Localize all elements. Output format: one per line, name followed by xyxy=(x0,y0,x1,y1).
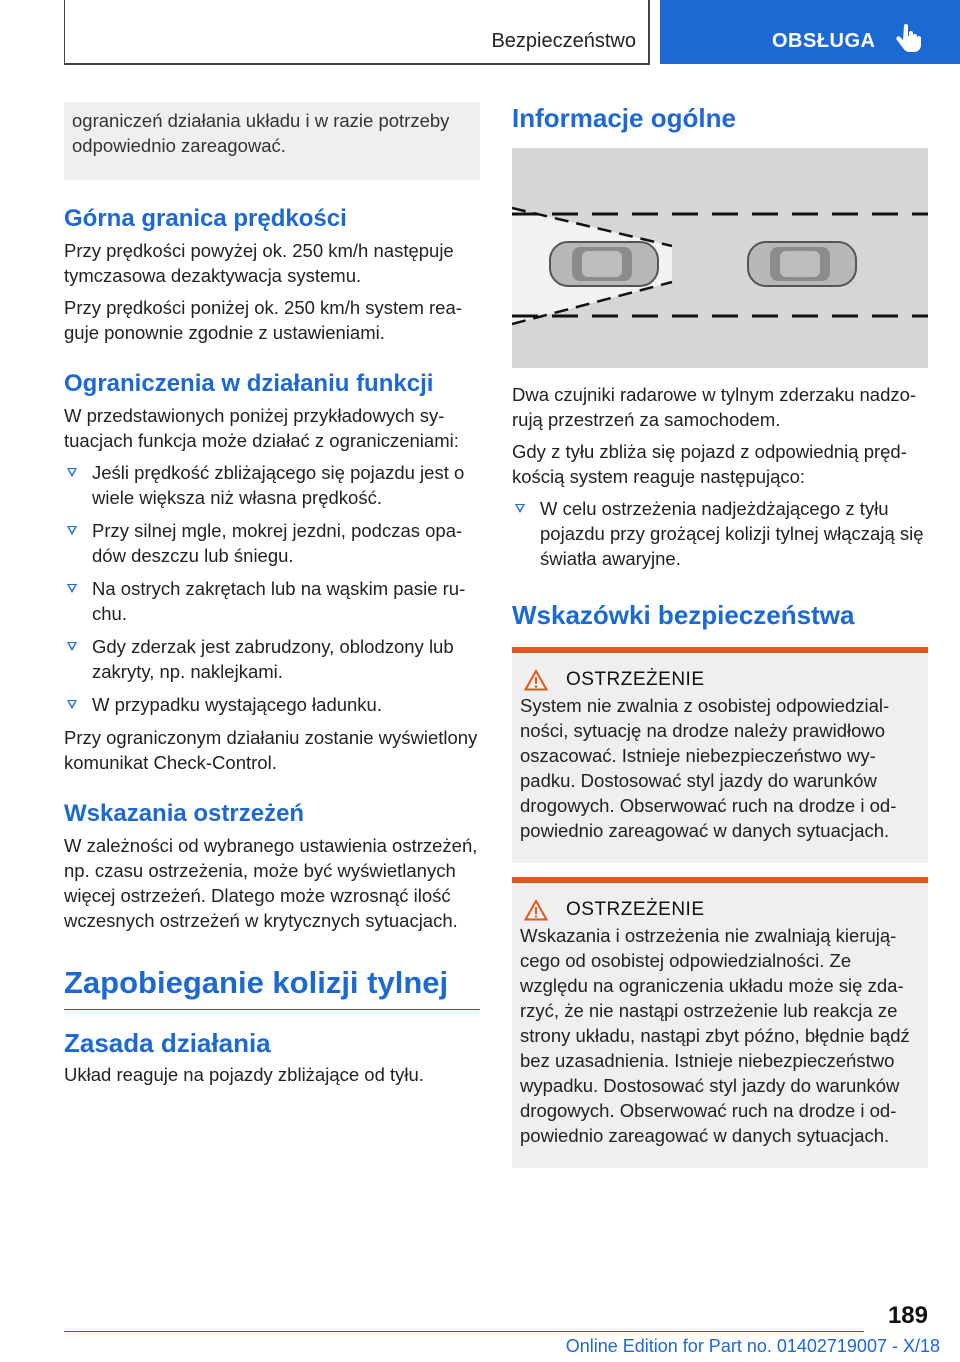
section-title: Bezpieczeństwo xyxy=(491,30,636,52)
warning-box xyxy=(512,877,928,1168)
paragraph: Przy prędkości powyżej ok. 250 km/h następuje tymczasowa dezaktywacja systemu. xyxy=(64,240,454,286)
list-item: Na ostrych zakrętach lub na wąskim pasie ruchu. xyxy=(64,576,480,626)
right-column xyxy=(512,100,928,1182)
bullet-triangle-icon xyxy=(67,642,77,651)
warning-box xyxy=(512,647,928,863)
bullet-triangle-icon xyxy=(67,700,77,709)
header-divider-left xyxy=(64,0,65,64)
heading-rear-collision: Zapobieganie kolizji tylnej xyxy=(64,963,480,1010)
warning-text: System nie zwalnia z osobistej odpowiedzialności, sytuację na drodze należy prawidłowo oszacować. Istnieje niebezpieczeństwo wypadku. Dostosować styl jazdy do warunków drogowych. Obserwować ruch na drodze i odpowiednio zareagować w danych sytuacjach. xyxy=(520,695,897,841)
paragraph: W zależności od wybranego ustawienia ostrzeżeń, np. czasu ostrzeżenia, może być wyświetlanych więcej ostrzeżeń. Dlatego może wzrosnąć ilość wczesnych ostrzeżeń w krytycznych sytuacjach. xyxy=(64,835,478,931)
heading-principle: Zasada działania xyxy=(64,1028,271,1058)
paragraph: Układ reaguje na pojazdy zbliżające od tyłu. xyxy=(64,1064,424,1085)
warning-header xyxy=(520,899,920,921)
header-divider-bottom xyxy=(64,63,650,65)
hand-pointer-icon xyxy=(896,24,922,54)
paragraph: W przedstawionych poniżej przykładowych sytuacjach funkcja może działać z ograniczeniami: xyxy=(64,405,459,451)
bullet-triangle-icon xyxy=(67,584,77,593)
radar-diagram-svg xyxy=(512,148,928,368)
footer-divider xyxy=(64,1331,864,1332)
radar-illustration xyxy=(512,148,928,368)
heading-speed-limit: Górna granica prędkości xyxy=(64,205,347,232)
paragraph: Dwa czujniki radarowe w tylnym zderzaku nadzorują przestrzeń za samochodem. xyxy=(512,384,917,430)
page-header xyxy=(0,0,960,66)
tab-obsluga[interactable] xyxy=(660,0,960,64)
bullet-triangle-icon xyxy=(515,504,525,513)
bullet-triangle-icon xyxy=(67,526,77,535)
bullet-triangle-icon xyxy=(67,468,77,477)
tab-label: OBSŁUGA xyxy=(772,30,876,52)
list-item: Jeśli prędkość zbliżającego się pojazdu jest o wiele większa niż własna prędkość. xyxy=(64,460,480,510)
warning-triangle-icon xyxy=(524,669,548,691)
list-item: W przypadku wystającego ładunku. xyxy=(64,692,480,717)
heading-safety-tips: Wskazówki bezpieczeństwa xyxy=(512,600,855,630)
heading-warning-indications: Wskazania ostrzeżeń xyxy=(64,800,305,827)
paragraph: Przy ograniczonym działaniu zostanie wyświetlony komunikat Check-Control. xyxy=(64,727,478,773)
limits-list xyxy=(64,460,480,717)
car-rear-icon xyxy=(550,242,658,286)
warning-title: OSTRZEŻENIE xyxy=(566,899,705,920)
page-number: 189 xyxy=(887,1302,928,1329)
warning-header xyxy=(520,669,920,691)
paragraph: Przy prędkości poniżej ok. 250 km/h system reaguje ponownie zgodnie z ustawieniami. xyxy=(64,297,462,343)
footer-edition: Online Edition for Part no. 01402719007 - X/18 xyxy=(565,1336,940,1356)
warning-title: OSTRZEŻENIE xyxy=(566,669,705,690)
header-divider-mid xyxy=(648,0,650,64)
reaction-list xyxy=(512,496,928,571)
paragraph: Gdy z tyłu zbliża się pojazd z odpowiednią prędkością system reaguje następująco: xyxy=(512,441,907,487)
heading-function-limits: Ograniczenia w działaniu funkcji xyxy=(64,370,434,397)
car-front-icon xyxy=(748,242,856,286)
continued-note: ograniczeń działania układu i w razie potrzeby odpowiednio zareagować. xyxy=(64,102,480,180)
left-column xyxy=(64,102,480,1094)
list-item: Przy silnej mgle, mokrej jezdni, podczas opadów deszczu lub śniegu. xyxy=(64,518,480,568)
heading-general-info: Informacje ogólne xyxy=(512,103,736,133)
list-item: Gdy zderzak jest zabrudzony, oblodzony lub zakryty, np. naklejkami. xyxy=(64,634,480,684)
warning-text: Wskazania i ostrzeżenia nie zwalniają kierującego od osobistej odpowiedzialności. Ze względu na ograniczenia układu może się zdarzyć, że nie nastąpi ostrzeżenie lub reakcja ze strony układu, nastąpi zbyt późno, błędnie bądź bez uzasadnienia. Istnieje niebezpieczeństwo wypadku. Dostosować styl jazdy do warunków drogowych. Obserwować ruch na drodze i odpowiednio zareagować w danych sytuacjach. xyxy=(520,925,910,1146)
warning-triangle-icon xyxy=(524,899,548,921)
list-item: W celu ostrzeżenia nadjeżdżającego z tyłu pojazdu przy grożącej kolizji tylnej włączają się światła awaryjne. xyxy=(512,496,928,571)
